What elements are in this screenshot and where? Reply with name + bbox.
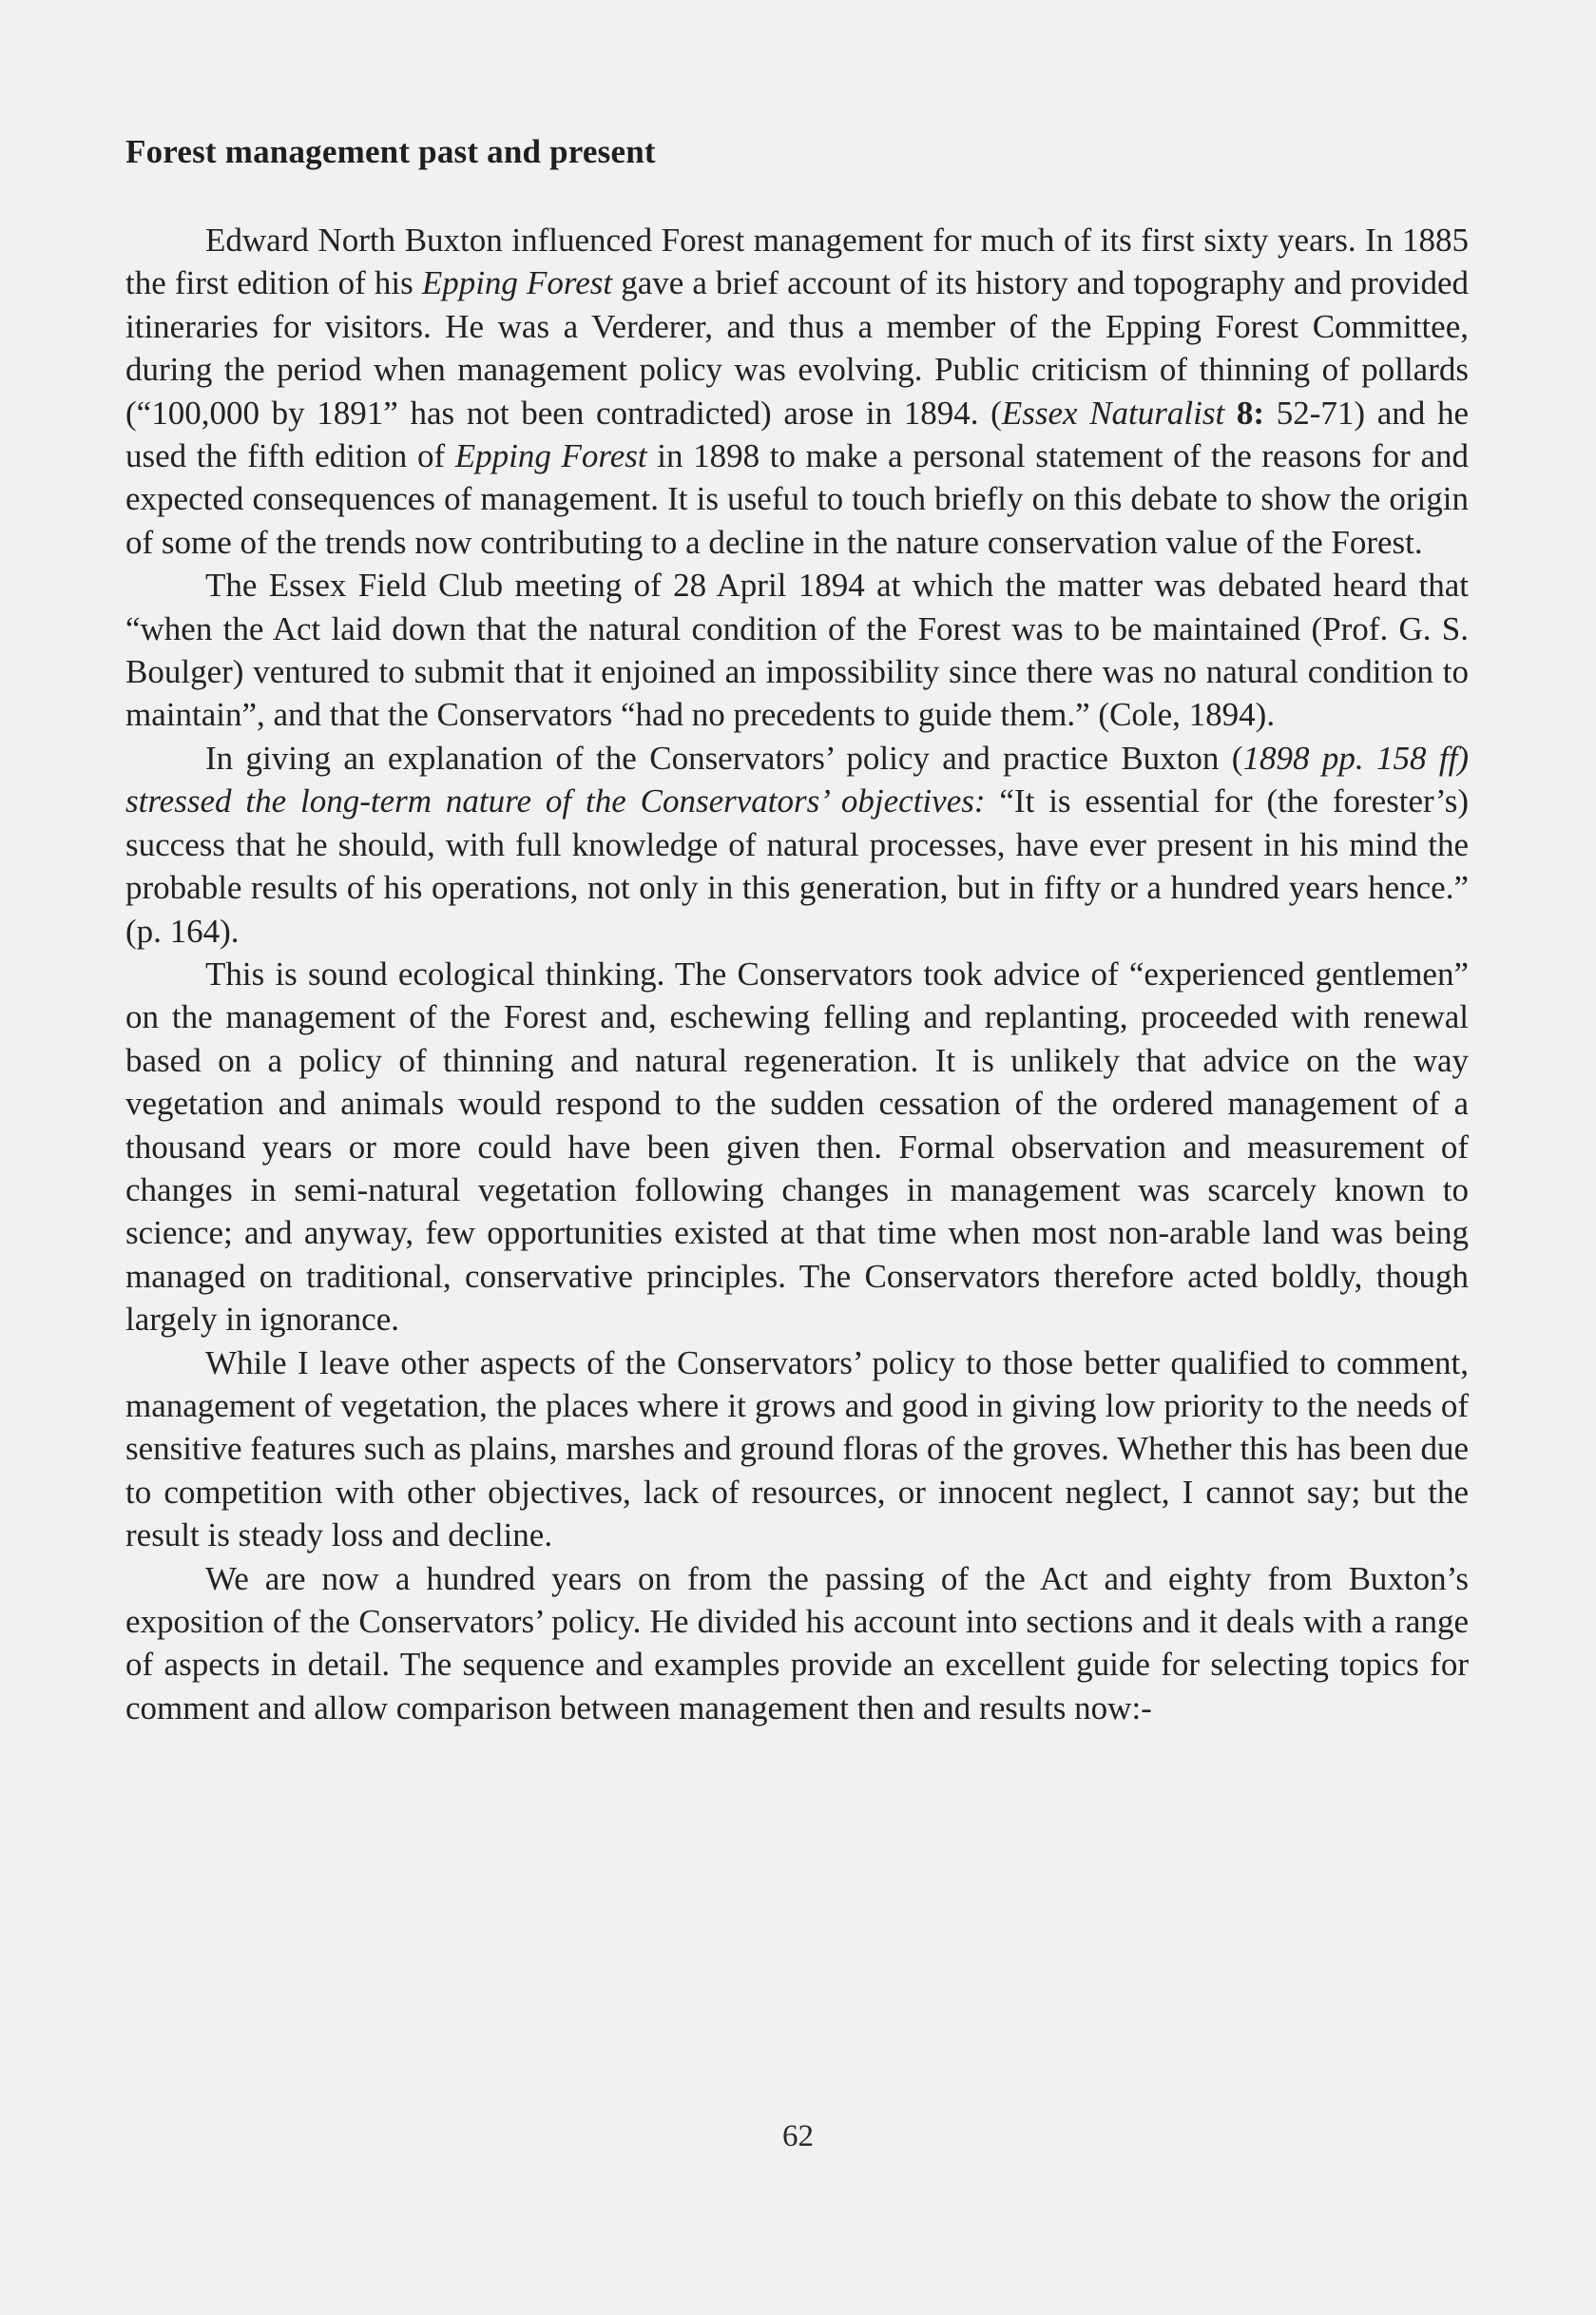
text-segment: in 1898 to make a personal statement of the reasons for and expected consequences of management. It is useful to touch briefly on this debate to show the origin of some of the trends now contributing to a decline in the nature conservation value of the Forest. [125, 437, 1469, 561]
text-segment: The Essex Field Club meeting of 28 April 1894 at which the matter was debated heard that “when the Act laid down that the natural condition of the Forest was to be maintained (Prof. G. S. Boulger) ventured to submit that it enjoined an impossibility since there was no natural condition to maintain”, and that the Conservators “had no precedents to guide them.” (Cole, 1894). [125, 567, 1469, 734]
text-segment: Edward North Buxton influenced Forest management for much of its first sixty years. In 1885 the first edition of his [125, 222, 1469, 302]
paragraph-3 [125, 737, 1469, 953]
text-segment: 1898 pp. 158 ff) stressed the long-term nature of the Conservators’ objectives: [125, 739, 1470, 820]
body-text [125, 219, 1469, 1729]
text-segment: “It is essential for (the forester’s) success that he should, with full knowledge of natural processes, have ever present in his mind the probable results of his operations, not only in this generation, but in fifty or a hundred years hence.” (p. 164). [125, 782, 1469, 950]
paragraph-6 [125, 1557, 1469, 1730]
text-segment: Essex Naturalist [1001, 394, 1225, 432]
text-segment: In giving an explanation of the Conservators’ policy and practice Buxton ( [205, 739, 1243, 777]
text-segment [1224, 395, 1237, 432]
paragraph-5 [125, 1341, 1469, 1557]
paragraph-1 [125, 219, 1469, 564]
text-segment: 8: [1236, 394, 1265, 432]
text-segment: While I leave other aspects of the Conservators’ policy to those better qualified to comment, management of vegetation, the places where it grows and good in giving low priority to the needs of sensitive features such as plains, marshes and ground floras of the groves. Whether this has been due to competition with other objectives, lack of resources, or innocent neglect, I cannot say; but the result is steady loss and decline. [125, 1343, 1469, 1554]
text-segment: This is sound ecological thinking. The Conservators took advice of “experienced gentlemen” on the management of the Forest and, eschewing felling and replanting, proceeded with renewal based on a policy of thinning and natural regeneration. It is unlikely that advice on the way vegetation and animals would respond to the sudden cessation of the ordered management of a thousand years or more could have been given then. Formal observation and measurement of changes in semi-natural vegetation following changes in management was scarcely known to science; and anyway, few opportunities existed at that time when most non-arable land was being managed on traditional, conservative principles. The Conservators therefore acted boldly, though largely in ignorance. [125, 955, 1469, 1339]
paragraph-4 [125, 953, 1469, 1341]
text-segment: Epping Forest [421, 264, 613, 302]
text-segment: gave a brief account of its history and topography and provided itineraries for visitors. He was a Verderer, and thus a member of the Epping Forest Committee, during the period when management policy was evolving. Public criticism of thinning of pollards (“100,000 by 1891” has not been contradicted) arose in 1894. ( [125, 264, 1469, 432]
page-number: 62 [782, 2119, 814, 2153]
text-segment: 52-71) and he used the fifth edition of [125, 394, 1469, 475]
paragraph-2 [125, 564, 1469, 737]
text-segment: Epping Forest [454, 437, 647, 475]
section-heading: Forest management past and present [125, 133, 656, 170]
text-segment: We are now a hundred years on from the passing of the Act and eighty from Buxton’s exposition of the Conservators’ policy. He divided his account into sections and it deals with a range of aspects in detail. The sequence and examples provide an excellent guide for selecting topics for comment and allow comparison between management then and results now:- [125, 1559, 1469, 1727]
